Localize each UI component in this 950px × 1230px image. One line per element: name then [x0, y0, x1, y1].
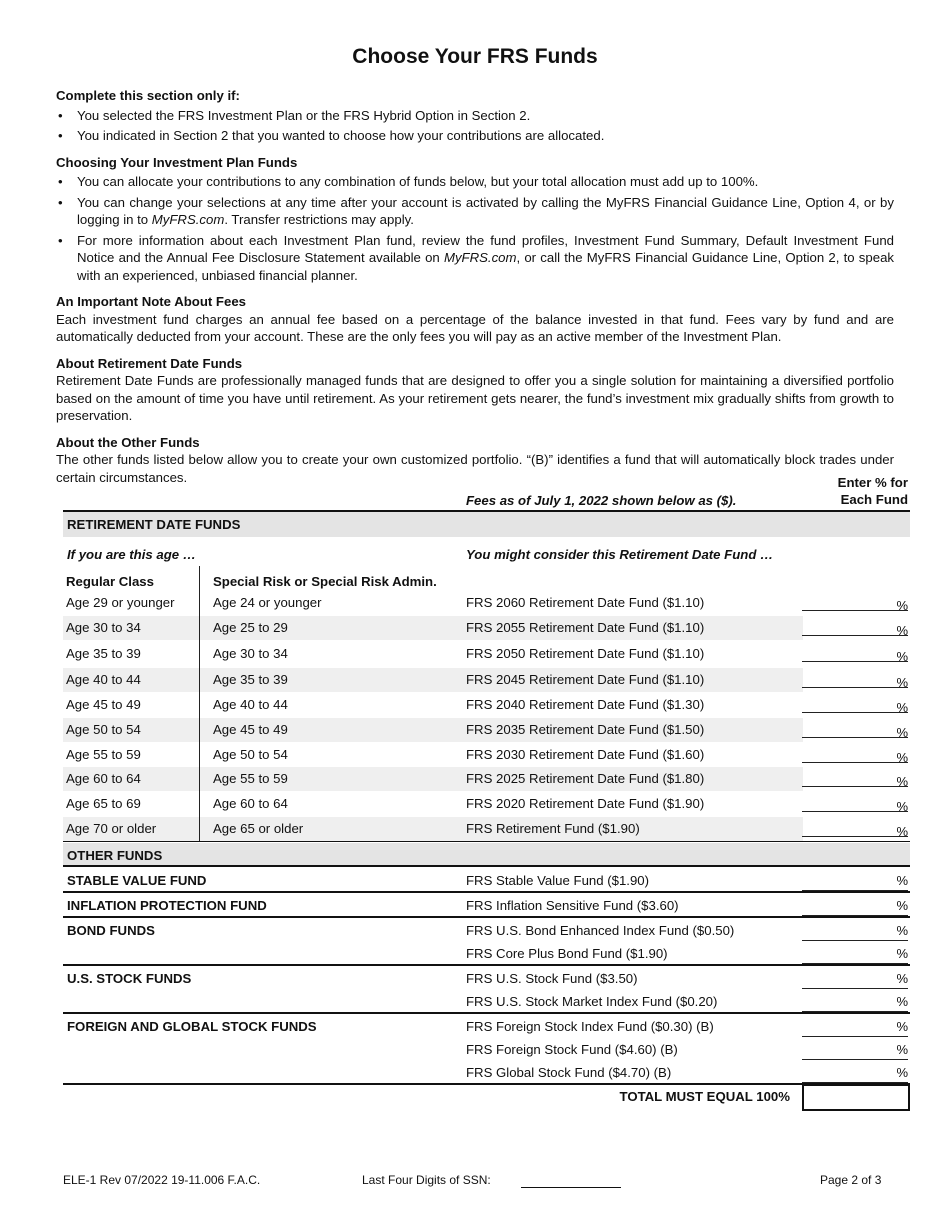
rdf-section-title: RETIREMENT DATE FUNDS — [67, 517, 241, 532]
retirement-fund-name: FRS 2025 Retirement Date Fund ($1.80) — [466, 771, 705, 786]
special-risk-age: Age 40 to 44 — [213, 697, 288, 712]
percent-sign: % — [896, 750, 908, 765]
choosing-item-text: You can change your selections at any time after your account is activated by calling the MyFRS Financial Guidance Line, Option 4, or by logging in to — [77, 194, 894, 227]
percent-sign: % — [896, 898, 908, 913]
retirement-fund-name: FRS 2035 Retirement Date Fund ($1.50) — [466, 722, 705, 737]
enter-header-line: Each Fund — [840, 492, 908, 507]
regular-class-age: Age 30 to 34 — [66, 620, 141, 635]
page-title: Choose Your FRS Funds — [352, 45, 598, 68]
percent-sign: % — [896, 1065, 908, 1080]
percent-sign: % — [896, 824, 908, 839]
other-section-title: OTHER FUNDS — [67, 848, 163, 863]
special-risk-age: Age 55 to 59 — [213, 771, 288, 786]
complete-heading: Complete this section only if: — [56, 88, 240, 103]
retirement-fund-name: FRS 2030 Retirement Date Fund ($1.60) — [466, 747, 705, 762]
group-rule — [63, 865, 910, 867]
regular-class-age: Age 45 to 49 — [66, 697, 141, 712]
other-section-band — [63, 843, 910, 867]
column-divider — [199, 566, 200, 841]
special-risk-age: Age 65 or older — [213, 821, 304, 836]
other-heading: About the Other Funds — [56, 434, 200, 450]
regular-class-age: Age 50 to 54 — [66, 722, 141, 737]
regular-class-age: Age 65 to 69 — [66, 796, 141, 811]
percent-sign: % — [896, 700, 908, 715]
myfrs-link[interactable]: MyFRS.com — [443, 250, 517, 265]
special-risk-age: Age 24 or younger — [213, 595, 322, 610]
fund-name: FRS Foreign Stock Fund ($4.60) (B) — [466, 1042, 678, 1057]
percent-sign: % — [896, 994, 908, 1009]
retirement-fund-name: FRS 2055 Retirement Date Fund ($1.10) — [466, 620, 705, 635]
regular-class-header: Regular Class — [66, 574, 154, 589]
choosing-item — [56, 194, 894, 229]
regular-class-age: Age 29 or younger — [66, 595, 175, 610]
myfrs-link[interactable]: MyFRS.com — [151, 212, 225, 227]
total-label: TOTAL MUST EQUAL 100% — [619, 1089, 790, 1104]
age-prompt: If you are this age … — [67, 547, 196, 562]
special-risk-age: Age 35 to 39 — [213, 672, 288, 687]
regular-class-age: Age 35 to 39 — [66, 646, 141, 661]
regular-class-age: Age 55 to 59 — [66, 747, 141, 762]
percent-sign: % — [896, 923, 908, 938]
percent-sign: % — [896, 873, 908, 888]
fund-name: FRS U.S. Stock Fund ($3.50) — [466, 971, 638, 986]
fund-group-name: BOND FUNDS — [67, 923, 155, 938]
fund-name: FRS Stable Value Fund ($1.90) — [466, 873, 650, 888]
percent-sign: % — [896, 946, 908, 961]
fund-name: FRS Core Plus Bond Fund ($1.90) — [466, 946, 668, 961]
retirement-fund-name: FRS 2050 Retirement Date Fund ($1.10) — [466, 646, 705, 661]
fund-name: FRS Inflation Sensitive Fund ($3.60) — [466, 898, 679, 913]
retirement-fund-name: FRS 2040 Retirement Date Fund ($1.30) — [466, 697, 705, 712]
fees-header: Fees as of July 1, 2022 shown below as ($). — [466, 493, 737, 508]
percent-sign: % — [896, 725, 908, 740]
retirement-fund-name: FRS 2045 Retirement Date Fund ($1.10) — [466, 672, 705, 687]
special-risk-age: Age 30 to 34 — [213, 646, 288, 661]
retirement-fund-name: FRS 2020 Retirement Date Fund ($1.90) — [466, 796, 705, 811]
fees-heading: An Important Note About Fees — [56, 294, 246, 309]
percent-sign: % — [896, 971, 908, 986]
special-risk-age: Age 60 to 64 — [213, 796, 288, 811]
page-number: Page 2 of 3 — [820, 1173, 882, 1187]
row-stripe — [63, 817, 803, 841]
choosing-item: • You can allocate your contributions to any combination of funds below, but your total allocation must add up to 100%. — [56, 173, 894, 191]
percent-sign: % — [896, 649, 908, 664]
form-id: ELE-1 Rev 07/2022 19-11.006 F.A.C. — [63, 1173, 261, 1187]
other-text: The other funds listed below allow you to create your own customized portfolio. “(B)” identifies a fund that will automatically block trades under certain circumstances. — [56, 452, 894, 485]
percent-sign: % — [896, 799, 908, 814]
group-rule — [63, 1012, 910, 1014]
fund-group-name: FOREIGN AND GLOBAL STOCK FUNDS — [67, 1019, 317, 1034]
total-percent-field[interactable] — [802, 1084, 910, 1111]
percent-sign: % — [896, 623, 908, 638]
choosing-item-text: , or call the MyFRS Financial Guidance Line, Option 2, to speak with an experienced, unbiased financial planner. — [77, 250, 894, 283]
fund-name: FRS Foreign Stock Index Fund ($0.30) (B) — [466, 1019, 714, 1034]
group-rule — [63, 916, 910, 918]
percent-sign: % — [896, 1042, 908, 1057]
special-risk-age: Age 50 to 54 — [213, 747, 288, 762]
percent-sign: % — [896, 675, 908, 690]
rdf-heading: About Retirement Date Funds — [56, 355, 243, 371]
fund-group-name: STABLE VALUE FUND — [67, 873, 207, 888]
enter-percent-header — [800, 474, 908, 508]
rdf-bottom-rule — [63, 841, 910, 842]
fund-prompt: You might consider this Retirement Date Fund … — [466, 547, 774, 562]
group-rule — [63, 891, 910, 893]
regular-class-age: Age 60 to 64 — [66, 771, 141, 786]
rdf-text: Retirement Date Funds are professionally managed funds that are designed to offer you a single solution for maintaining a diversified portfolio based on the amount of time you have until retirement. As your retirement gets nearer, the fund’s investment mix gradually shifts from growth to preservation. — [56, 373, 894, 423]
group-rule — [63, 1083, 910, 1085]
fund-group-name: U.S. STOCK FUNDS — [67, 971, 192, 986]
special-risk-header: Special Risk or Special Risk Admin. — [213, 574, 437, 589]
complete-item: • You indicated in Section 2 that you wanted to choose how your contributions are allocated. — [56, 127, 894, 145]
fund-name: FRS U.S. Bond Enhanced Index Fund ($0.50) — [466, 923, 735, 938]
choosing-item — [56, 232, 894, 285]
fees-text: Each investment fund charges an annual fee based on a percentage of the balance invested in that fund. Fees vary by fund and are automatically deducted from your account. These are the only fees you will pay as an active member of the Investment Plan. — [56, 311, 894, 344]
fund-group-name: INFLATION PROTECTION FUND — [67, 898, 267, 913]
enter-header-line: Enter % for — [837, 475, 908, 490]
choosing-heading: Choosing Your Investment Plan Funds — [56, 154, 298, 170]
choosing-item-text: For more information about each Investment Plan fund, review the fund profiles, Investment Fund Summary, Default Investment Fund Notice and the Annual Fee Disclosure Statement available on — [77, 232, 894, 265]
regular-class-age: Age 40 to 44 — [66, 672, 141, 687]
percent-sign: % — [896, 1019, 908, 1034]
fund-name: FRS Global Stock Fund ($4.70) (B) — [466, 1065, 672, 1080]
group-rule — [63, 964, 910, 966]
complete-item: • You selected the FRS Investment Plan or the FRS Hybrid Option in Section 2. — [56, 107, 894, 125]
special-risk-age: Age 25 to 29 — [213, 620, 288, 635]
ssn-label: Last Four Digits of SSN: — [362, 1173, 491, 1187]
choosing-item-text: . Transfer restrictions may apply. — [224, 212, 414, 227]
percent-sign: % — [896, 774, 908, 789]
instructions — [56, 87, 894, 486]
regular-class-age: Age 70 or older — [66, 821, 157, 836]
fund-name: FRS U.S. Stock Market Index Fund ($0.20) — [466, 994, 718, 1009]
ssn-input[interactable] — [521, 1187, 621, 1188]
retirement-fund-name: FRS 2060 Retirement Date Fund ($1.10) — [466, 595, 705, 610]
retirement-fund-name: FRS Retirement Fund ($1.90) — [466, 821, 640, 836]
percent-sign: % — [896, 598, 908, 613]
special-risk-age: Age 45 to 49 — [213, 722, 288, 737]
